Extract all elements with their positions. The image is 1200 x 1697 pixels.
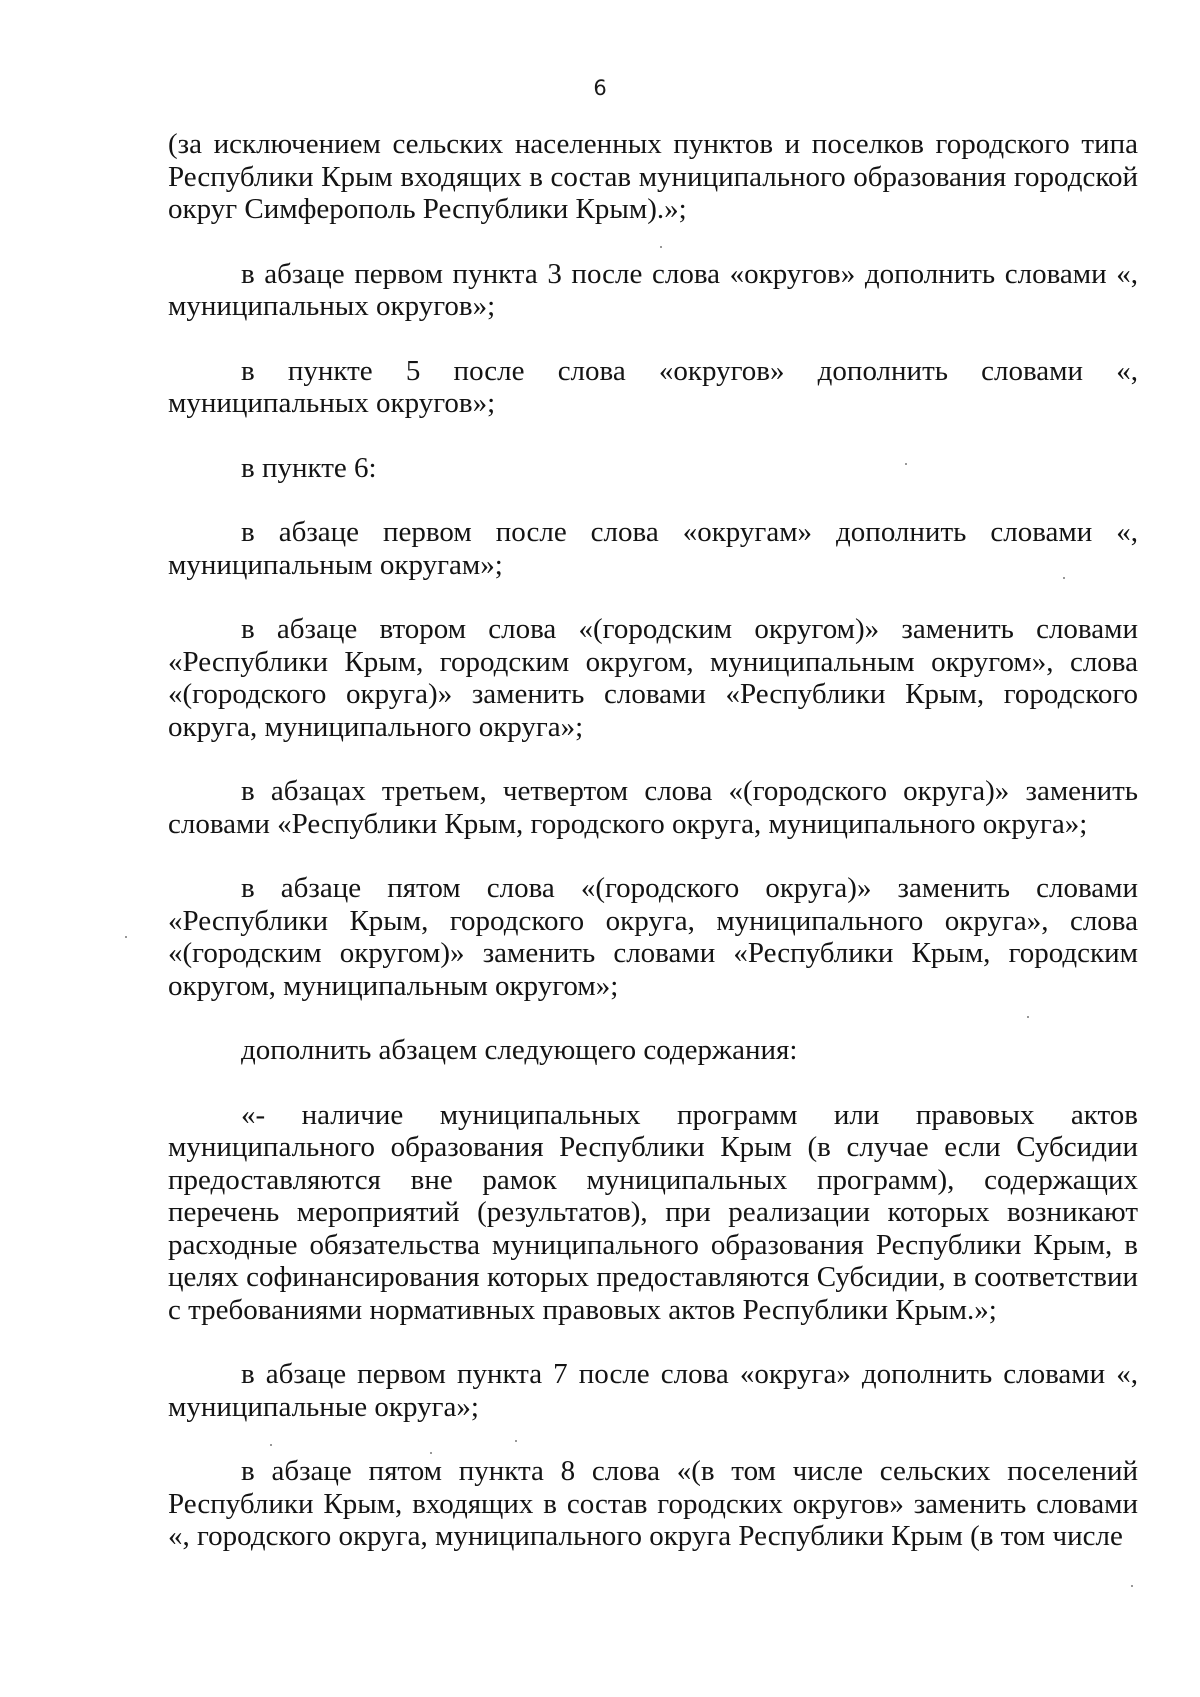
document-body	[168, 128, 1138, 1553]
scan-speck	[125, 936, 127, 938]
paragraph-8: в абзаце пятом слова «(городского округа)» заменить словами «Республики Крым, городского округа, муниципального округа», слова «(городским округом)» заменить словами «Республики Крым, городским округом, муниципальным округом»;	[168, 872, 1138, 1002]
scan-speck	[270, 1444, 272, 1446]
scan-speck	[430, 1452, 432, 1454]
paragraph-2: в абзаце первом пункта 3 после слова «округов» дополнить словами «, муниципальных округов»;	[168, 257, 1138, 322]
paragraph-10: «- наличие муниципальных программ или правовых актов муниципального образования Республики Крым (в случае если Субсидии предоставляются вне рамок муниципальных программ), содержащих перечень мероприятий (результатов), при реализации которых возникают расходные обязательства муниципального образования Республики Крым, в целях софинансирования которых предоставляются Субсидии, в соответствии с требованиями нормативных правовых актов Республики Крым.»;	[168, 1098, 1138, 1326]
scan-speck	[1027, 1016, 1029, 1018]
paragraph-7: в абзацах третьем, четвертом слова «(городского округа)» заменить словами «Республики Крым, городского округа, муниципального округа»;	[168, 775, 1138, 840]
scan-speck	[1063, 577, 1065, 579]
paragraph-11: в абзаце первом пункта 7 после слова «округа» дополнить словами «, муниципальные округа»;	[168, 1358, 1138, 1423]
paragraph-1: (за исключением сельских населенных пунктов и поселков городского типа Республики Крым входящих в состав муниципального образования городской округ Симферополь Республики Крым).»;	[168, 128, 1138, 225]
scan-speck	[660, 246, 662, 248]
scan-speck	[905, 463, 907, 465]
page-number: 6	[593, 76, 607, 100]
paragraph-6: в абзаце втором слова «(городским округом)» заменить словами «Республики Крым, городским округом, муниципальным округом», слова «(городского округа)» заменить словами «Республики Крым, городского округа, муниципального округа»;	[168, 613, 1138, 743]
paragraph-4: в пункте 6:	[241, 451, 377, 484]
paragraph-5: в абзаце первом после слова «округам» дополнить словами «, муниципальным округам»;	[168, 516, 1138, 581]
paragraph-12: в абзаце пятом пункта 8 слова «(в том числе сельских поселений Республики Крым, входящих в состав городских округов» заменить словами «, городского округа, муниципального округа Республики Крым (в том числе	[168, 1455, 1138, 1552]
paragraph-3: в пункте 5 после слова «округов» дополнить словами «, муниципальных округов»;	[168, 354, 1138, 419]
scan-speck	[1131, 1585, 1133, 1587]
scan-speck	[515, 1440, 517, 1442]
paragraph-9: дополнить абзацем следующего содержания:	[241, 1034, 798, 1066]
